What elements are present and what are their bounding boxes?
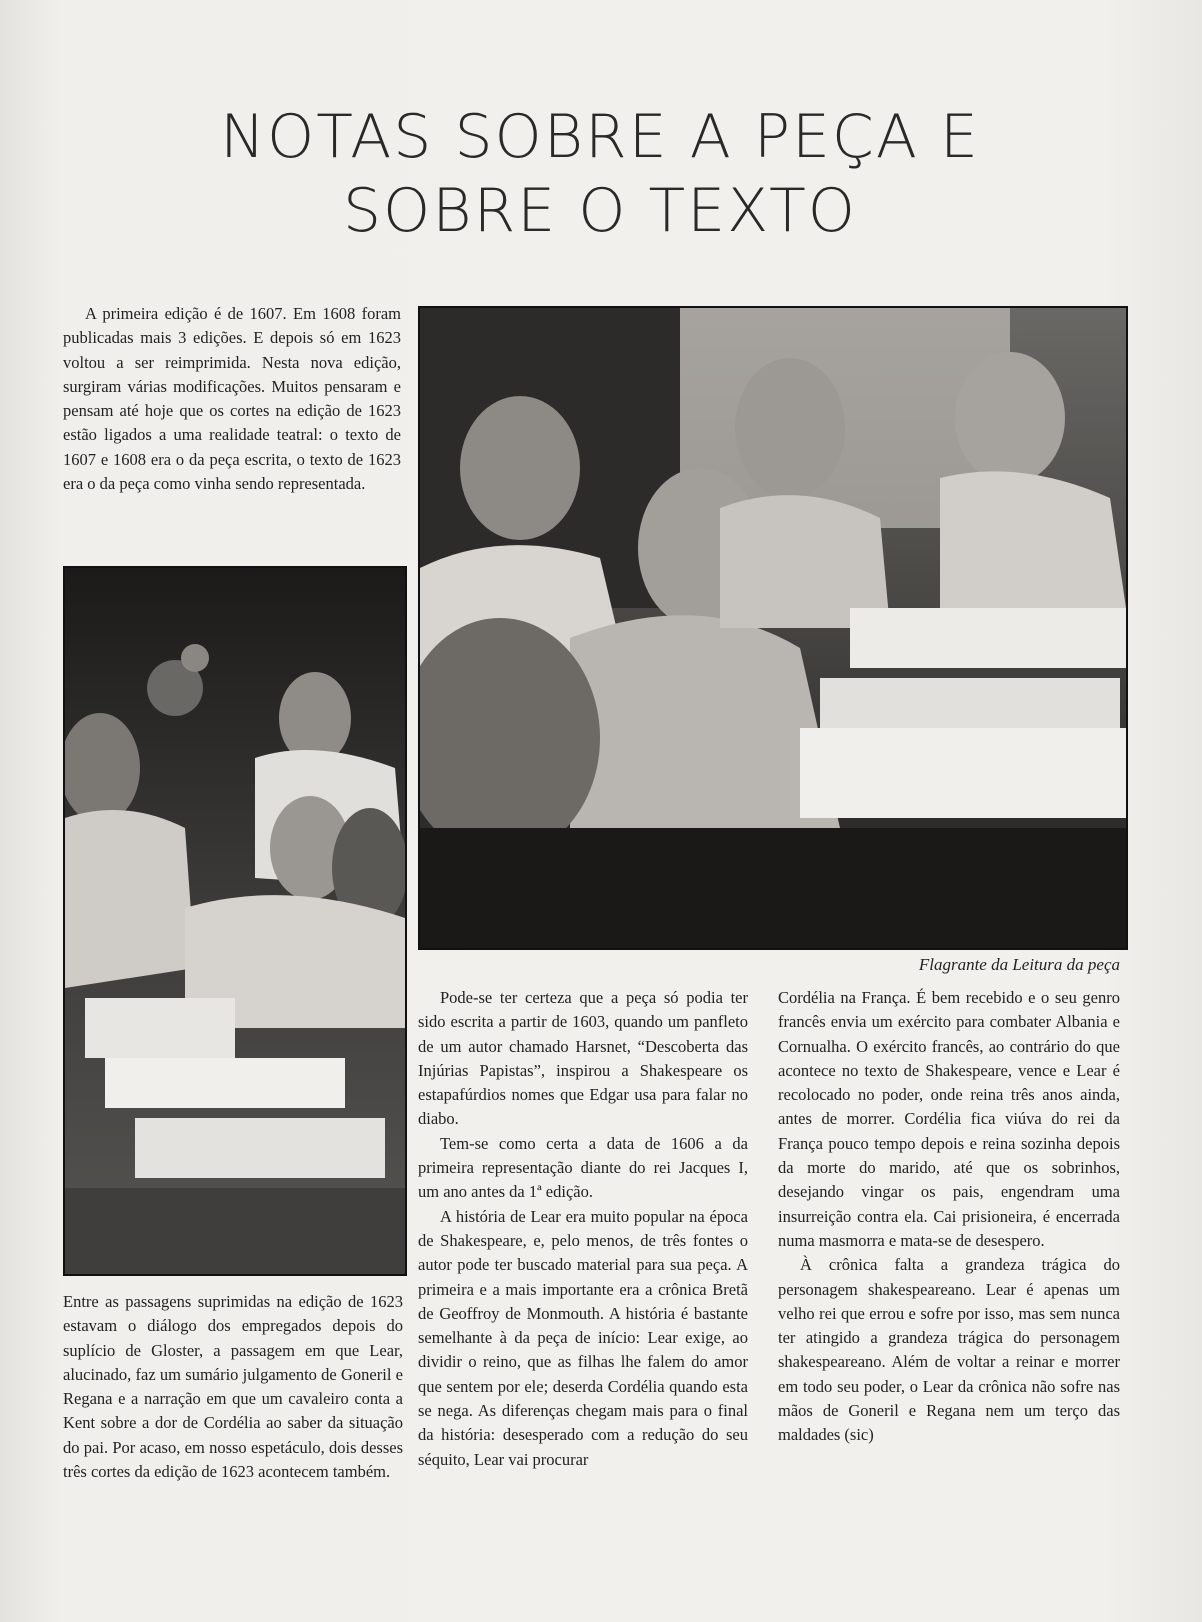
photo-caption: Flagrante da Leitura da peça <box>918 955 1120 974</box>
reading-photo-small-image <box>65 568 405 1274</box>
reading-photo-small <box>63 566 407 1276</box>
reading-photo-large-image <box>420 308 1126 948</box>
left-bottom-paragraph: Entre as passagens suprimidas na edição de 1623 estavam o diálogo dos empregados depois do suplício de Gloster, a passagem em que Lear, alucinado, faz um sumário julgamento de Goneril e Regana e a narração em que um cavaleiro conta a Kent sobre a dor de Cordélia ao saber da situação do pai. Por acaso, em nosso espetáculo, dois desses três cortes da edição de 1623 acontecem também. <box>63 1292 403 1482</box>
reading-photo-large <box>418 306 1128 950</box>
right-column <box>778 986 1120 1448</box>
title-line-1: NOTAS SOBRE A PEÇA E <box>220 102 980 172</box>
middle-column <box>418 986 748 1472</box>
intro-column <box>63 302 401 496</box>
middle-paragraph-3: A história de Lear era muito popular na época de Shakespeare, e, pelo menos, de três fontes o autor pode ter buscado material para sua peça. A primeira e a mais importante era a crônica Bretã de Geoffroy de Monmouth. A história é bastante semelhante à da peça de início: Lear exige, ao dividir o reino, que as filhas lhe falem do amor que sentem por ele; deserda Cordélia quando esta se nega. As diferenças chegam mais para o final da história: desesperado com a redução do seu séquito, Lear vai procurar <box>418 1206 748 1469</box>
middle-paragraph-2: Tem-se como certa a data de 1606 a da primeira representação diante do rei Jacques I, um ano antes da 1ª edição. <box>418 1133 748 1202</box>
title-line-2: SOBRE O TEXTO <box>342 176 858 246</box>
middle-paragraph-1: Pode-se ter certeza que a peça só podia ter sido escrita a partir de 1603, quando um panfleto de um autor chamado Harsnet, “Descoberta das Injúrias Papistas”, inspirou a Shakespeare os estapafúrdios nomes que Edgar usa para falar no diabo. <box>418 988 748 1129</box>
right-paragraph-2: À crônica falta a grandeza trágica do personagem shakespeareano. Lear é apenas um velho rei que errou e sofre por isso, mas sem nunca ter atingido a grandeza trágica do personagem shakespeareano. Além de voltar a reinar e morrer em todo seu poder, o Lear da crônica não sofre nas mãos de Goneril e Regana nem um terço das maldades (sic) <box>778 1255 1120 1445</box>
page-title <box>150 100 1050 248</box>
left-bottom-column <box>63 1290 403 1484</box>
intro-paragraph: A primeira edição é de 1607. Em 1608 foram publicadas mais 3 edições. E depois só em 1623 voltou a ser reimprimida. Nesta nova edição, surgiram várias modificações. Muitos pensaram e pensam até hoje que os cortes na edição de 1623 estão ligados a uma realidade teatral: o texto de 1607 e 1608 era o da peça escrita, o texto de 1623 era o da peça como vinha sendo representada. <box>63 304 401 494</box>
right-paragraph-1: Cordélia na França. É bem recebido e o seu genro francês envia um exército para combater Albania e Cornualha. O exército francês, ao contrário do que acontece no texto de Shakespeare, vence e Lear é recolocado no poder, onde reina três anos ainda, antes de morrer. Cordélia fica viúva do rei da França pouco tempo depois e reina sozinha depois da morte do marido, até que os sobrinhos, desejando vingar os pais, engendram uma insurreição contra ela. Cai prisioneira, é encerrada numa masmorra e mata-se de desespero. <box>778 988 1120 1250</box>
